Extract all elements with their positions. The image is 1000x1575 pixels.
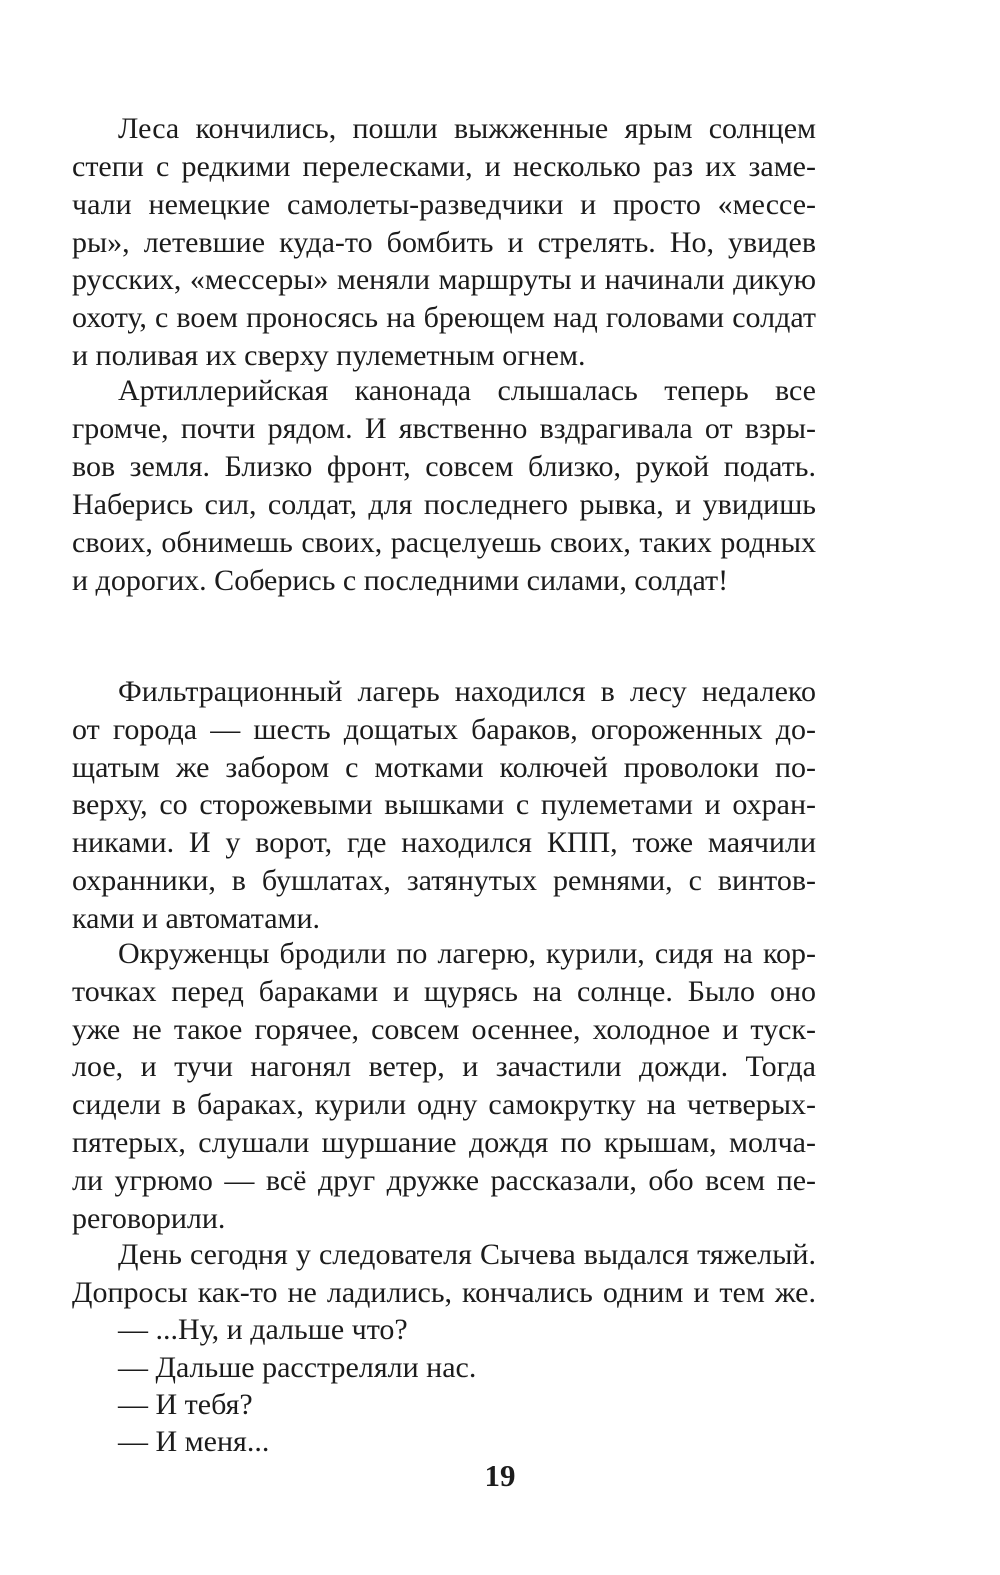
dialogue-line: — Дальше расстреляли нас. (118, 1351, 477, 1384)
text-line: Артиллерийская канонада слышалась теперь все (118, 374, 816, 407)
text-line: сидели в бараках, курили одну самокрутку на четверых- (72, 1088, 816, 1121)
text-line: ли угрюмо — всё друг дружке рассказали, обо всем пе- (72, 1164, 816, 1197)
text-line: День сегодня у следователя Сычева выдался тяжелый. (118, 1238, 816, 1271)
text-line: щатым же забором с мотками колючей проволоки по- (72, 751, 816, 784)
text-line: реговорили. (72, 1202, 226, 1235)
text-line: Фильтрационный лагерь находился в лесу недалеко (118, 675, 816, 708)
text-line: своих, обнимешь своих, расцелуешь своих, таких родных (72, 526, 816, 559)
text-line: степи с редкими перелесками, и несколько раз их заме- (72, 150, 816, 183)
dialogue-line: — ...Ну, и дальше что? (118, 1313, 408, 1346)
text-line: точках перед бараками и щурясь на солнце. Было оно (72, 975, 816, 1008)
text-line: ры», летевшие куда-то бомбить и стрелять. Но, увидев (72, 226, 816, 259)
text-line: пятерых, слушали шуршание дождя по крышам, молча- (72, 1126, 816, 1159)
text-line: Окруженцы бродили по лагерю, курили, сидя на кор- (118, 937, 816, 970)
text-line: Леса кончились, пошли выжженные ярым солнцем (118, 112, 816, 145)
text-line: и поливая их сверху пулеметным огнем. (72, 339, 586, 372)
dialogue-line: — И меня... (118, 1425, 270, 1458)
text-line: ками и автоматами. (72, 902, 321, 935)
text-line: лое, и тучи нагонял ветер, и зачастили дожди. Тогда (72, 1050, 816, 1083)
text-line: верху, со сторожевыми вышками с пулеметами и охран- (72, 788, 816, 821)
text-line: от города — шесть дощатых бараков, огороженных до- (72, 713, 816, 746)
text-line: охранники, в бушлатах, затянутых ремнями, с винтов- (72, 864, 816, 897)
text-line: русских, «мессеры» меняли маршруты и начинали дикую (72, 263, 816, 296)
dialogue-line: — И тебя? (118, 1388, 253, 1421)
text-line: вов земля. Близко фронт, совсем близко, рукой подать. (72, 450, 816, 483)
text-line: Наберись сил, солдат, для последнего рывка, и увидишь (72, 488, 816, 521)
text-line: никами. И у ворот, где находился КПП, тоже маячили (72, 826, 816, 859)
text-line: и дорогих. Соберись с последними силами, солдат! (72, 564, 729, 597)
text-line: Допросы как-то не ладились, кончались одним и тем же. (72, 1276, 816, 1309)
text-line: охоту, с воем проносясь на бреющем над головами солдат (72, 301, 816, 334)
text-line: чали немецкие самолеты-разведчики и просто «мессе- (72, 188, 816, 221)
page-number: 19 (484, 1458, 516, 1493)
text-line: уже не такое горячее, совсем осеннее, холодное и туск- (72, 1013, 816, 1046)
text-line: громче, почти рядом. И явственно вздрагивала от взры- (72, 412, 816, 445)
